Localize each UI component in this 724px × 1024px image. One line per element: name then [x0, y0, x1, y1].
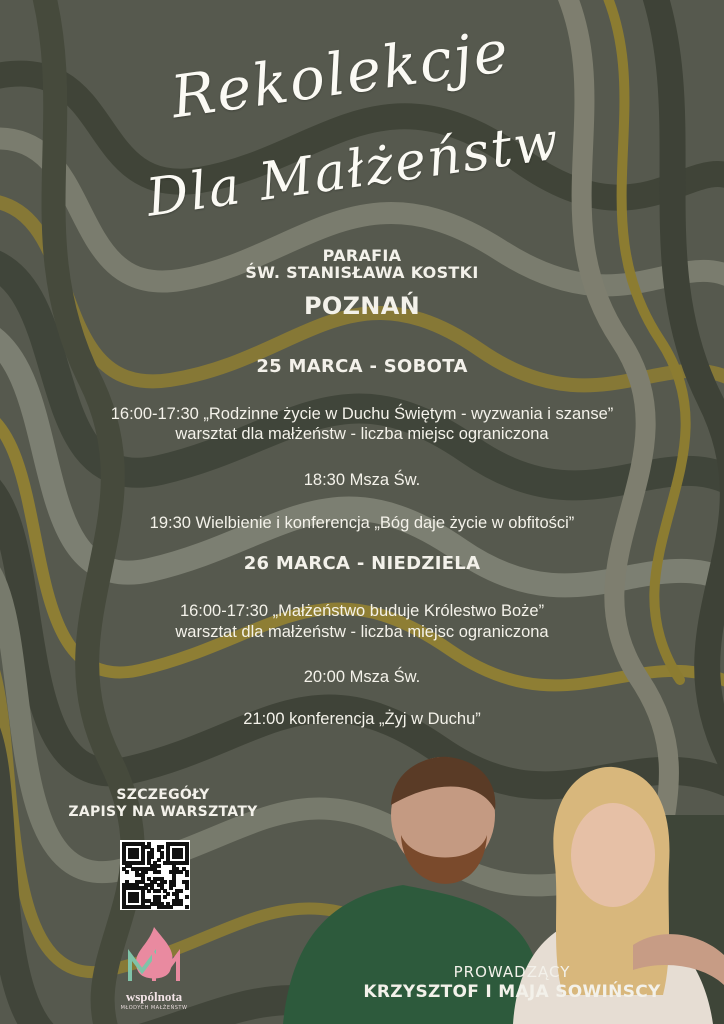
qr-code[interactable]: [120, 840, 190, 910]
qr-module: [157, 870, 161, 874]
hosts-label: PROWADZĄCY: [453, 963, 571, 981]
signup-workshops: ZAPISY NA WARSZTATY: [68, 804, 258, 820]
day1-conference: 19:30 Wielbienie i konferencja „Bóg daje życie w obfitości”: [149, 514, 575, 532]
qr-module: [185, 861, 189, 865]
day1-workshop-note: warsztat dla małżeństw - liczba miejsc ograniczona: [175, 425, 549, 443]
day2-heading: 26 MARCA - NIEDZIELA: [243, 553, 481, 574]
hosts-names: KRZYSZTOF I MAJA SOWIŃSCY: [363, 982, 661, 1002]
title-line-1: Rekolekcje: [166, 16, 514, 132]
qr-module: [179, 855, 183, 859]
signup-details: SZCZEGÓŁY: [116, 787, 210, 803]
title-line-2: Dla Małżeństw: [142, 111, 564, 229]
qr-module: [157, 889, 161, 893]
qr-module: [185, 886, 189, 890]
qr-module: [169, 905, 173, 909]
day2-mass: 20:00 Msza Św.: [303, 668, 421, 686]
qr-module: [179, 870, 183, 874]
day2-conference: 21:00 konferencja „Żyj w Duchu”: [243, 710, 481, 728]
flame-mm-logo-icon: [120, 925, 188, 985]
qr-module: [125, 870, 129, 874]
day1-heading: 25 MARCA - SOBOTA: [256, 356, 468, 377]
day2-workshop-title: 16:00-17:30 „Małżeństwo buduje Królestwo Boże”: [179, 602, 545, 620]
qr-module: [169, 886, 173, 890]
qr-module: [135, 855, 139, 859]
city-name: POZNAŃ: [304, 292, 420, 320]
qr-module: [163, 895, 167, 899]
community-logo: [120, 925, 188, 1015]
day1-workshop-title: 16:00-17:30 „Rodzinne życie w Duchu Świętym - wyzwania i szanse”: [110, 405, 614, 423]
day2-workshop-note: warsztat dla małżeństw - liczba miejsc ograniczona: [175, 623, 549, 641]
qr-module: [185, 873, 189, 877]
qr-module: [147, 905, 151, 909]
logo-name: wspólnota: [125, 989, 183, 1004]
logo-subtitle: MŁODYCH MAŁŻEŃSTW: [120, 1005, 188, 1011]
parish-label: PARAFIA: [322, 246, 402, 265]
qr-module: [185, 905, 189, 909]
day1-mass: 18:30 Msza Św.: [303, 471, 421, 489]
qr-module: [147, 889, 151, 893]
qr-module: [185, 895, 189, 899]
qr-module: [179, 902, 183, 906]
parish-name: ŚW. STANISŁAWA KOSTKI: [245, 263, 479, 282]
qr-module: [135, 899, 139, 903]
qr-module: [141, 861, 145, 865]
